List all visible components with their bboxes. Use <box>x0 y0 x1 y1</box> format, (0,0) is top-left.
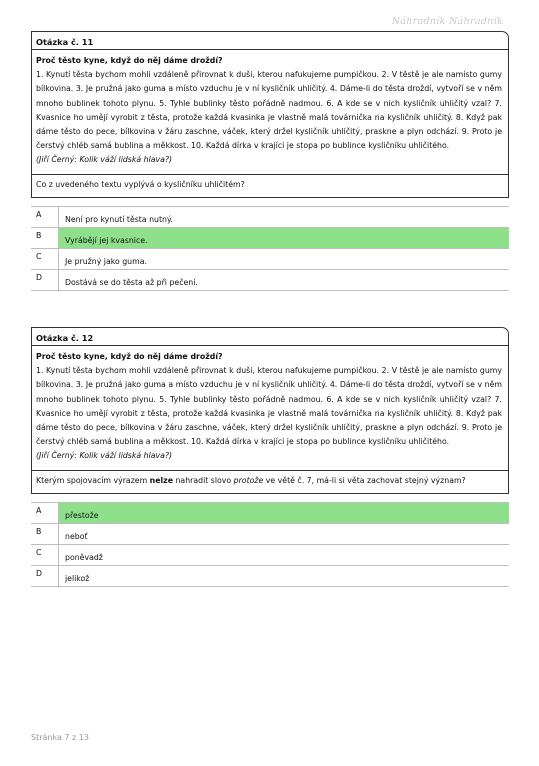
option-letter: B <box>31 228 59 248</box>
prompt-emphasis: nelze <box>149 475 174 485</box>
question-passage: 1. Kynutí těsta bychom mohli vzdáleně přirovnat k duši, kterou nafukujeme pumpičkou. 2. V těstě je ale namísto gumy bílkovina. 3. Je pružná jako guma a místo vzduchu je v ní kysličník uhličitý. 4. Dáme-li do těsta droždí, vytvoří se v něm mnoho bublinek tohoto plynu. 5. Tyhle bublinky těsto pořádně nadmou. 6. A kde se v nich kysličník uhličitý vzal? 7. Kvasnice ho umějí vyrobit z těsta, protože každá kvasinka je vlastně malá továrnička na kysličník uhličitý. 8. Když pak dáme těsto do pece, bílkovina v žáru zaschne, váček, který držel kysličník uhličitý, praskne a plyn odchází. 9. Proto je čerstvý chléb samá bublina a měkkost. 10. Každá dírka v krajíci je stopa po bublince kysličníku uhličitého. <box>36 70 502 151</box>
answer-options <box>31 206 509 291</box>
question-prompt: Co z uvedeného textu vyplývá o kysličníku uhličitém? <box>31 175 509 198</box>
passage-source: (Jiří Černý: Kolik váží lidská hlava?) <box>36 155 173 165</box>
answer-option-c[interactable] <box>31 249 509 270</box>
option-letter: B <box>31 524 59 544</box>
question-text-box <box>31 49 509 175</box>
prompt-text-end: ve větě č. 7, má-li si věta zachovat stejný význam? <box>263 475 466 485</box>
question-block-11 <box>31 31 509 291</box>
option-letter: C <box>31 249 59 269</box>
option-letter: C <box>31 545 59 565</box>
option-text: Dostává se do těsta až při pečení. <box>65 277 198 287</box>
question-prompt <box>31 471 509 494</box>
question-title: Proč těsto kyne, když do něj dáme droždí? <box>36 352 223 361</box>
option-letter: D <box>31 566 59 586</box>
option-letter: A <box>31 207 59 227</box>
passage-source: (Jiří Černý: Kolik váží lidská hlava?) <box>36 451 173 461</box>
question-block-12 <box>31 327 509 587</box>
option-letter: A <box>31 503 59 523</box>
option-text: poněvadž <box>65 552 103 562</box>
answer-option-b[interactable] <box>31 228 509 249</box>
answer-option-d[interactable] <box>31 270 509 291</box>
answer-option-a[interactable] <box>31 503 509 524</box>
answer-option-a[interactable] <box>31 207 509 228</box>
answer-option-d[interactable] <box>31 566 509 587</box>
option-text: Není pro kynutí těsta nutný. <box>65 214 173 224</box>
question-number: Otázka č. 11 <box>31 31 509 49</box>
option-text: jelikož <box>65 573 90 583</box>
answer-option-c[interactable] <box>31 545 509 566</box>
option-text: neboť <box>65 531 88 541</box>
option-text: Vyrábějí jej kvasnice. <box>59 228 509 248</box>
question-text-box <box>31 345 509 471</box>
answer-options <box>31 502 509 587</box>
prompt-text-middle: nahradit slovo <box>173 475 234 485</box>
question-passage: 1. Kynutí těsta bychom mohli vzdáleně přirovnat k duši, kterou nafukujeme pumpičkou. 2. V těstě je ale namísto gumy bílkovina. 3. Je pružná jako guma a místo vzduchu je v ní kysličník uhličitý. 4. Dáme-li do těsta droždí, vytvoří se v něm mnoho bublinek tohoto plynu. 5. Tyhle bublinky těsto pořádně nadmou. 6. A kde se v nich kysličník uhličitý vzal? 7. Kvasnice ho umějí vyrobit z těsta, protože každá kvasinka je vlastně malá továrnička na kysličník uhličitý. 8. Když pak dáme těsto do pece, bílkovina v žáru zaschne, váček, který držel kysličník uhličitý, praskne a plyn odchází. 9. Proto je čerstvý chléb samá bublina a měkkost. 10. Každá dírka v krajíci je stopa po bublince kysličníku uhličitého. <box>36 366 502 447</box>
option-letter: D <box>31 270 59 290</box>
candidate-name-header: Náhradník Náhradník <box>391 16 503 27</box>
question-title: Proč těsto kyne, když do něj dáme droždí? <box>36 56 223 65</box>
question-number: Otázka č. 12 <box>31 327 509 345</box>
option-text: Je pružný jako guma. <box>65 256 147 266</box>
prompt-text-start: Kterým spojovacím výrazem <box>36 475 150 485</box>
prompt-keyword: protože <box>233 475 264 485</box>
page-number: Stránka 7 z 13 <box>31 733 89 742</box>
option-text: přestože <box>59 503 509 523</box>
answer-option-b[interactable] <box>31 524 509 545</box>
